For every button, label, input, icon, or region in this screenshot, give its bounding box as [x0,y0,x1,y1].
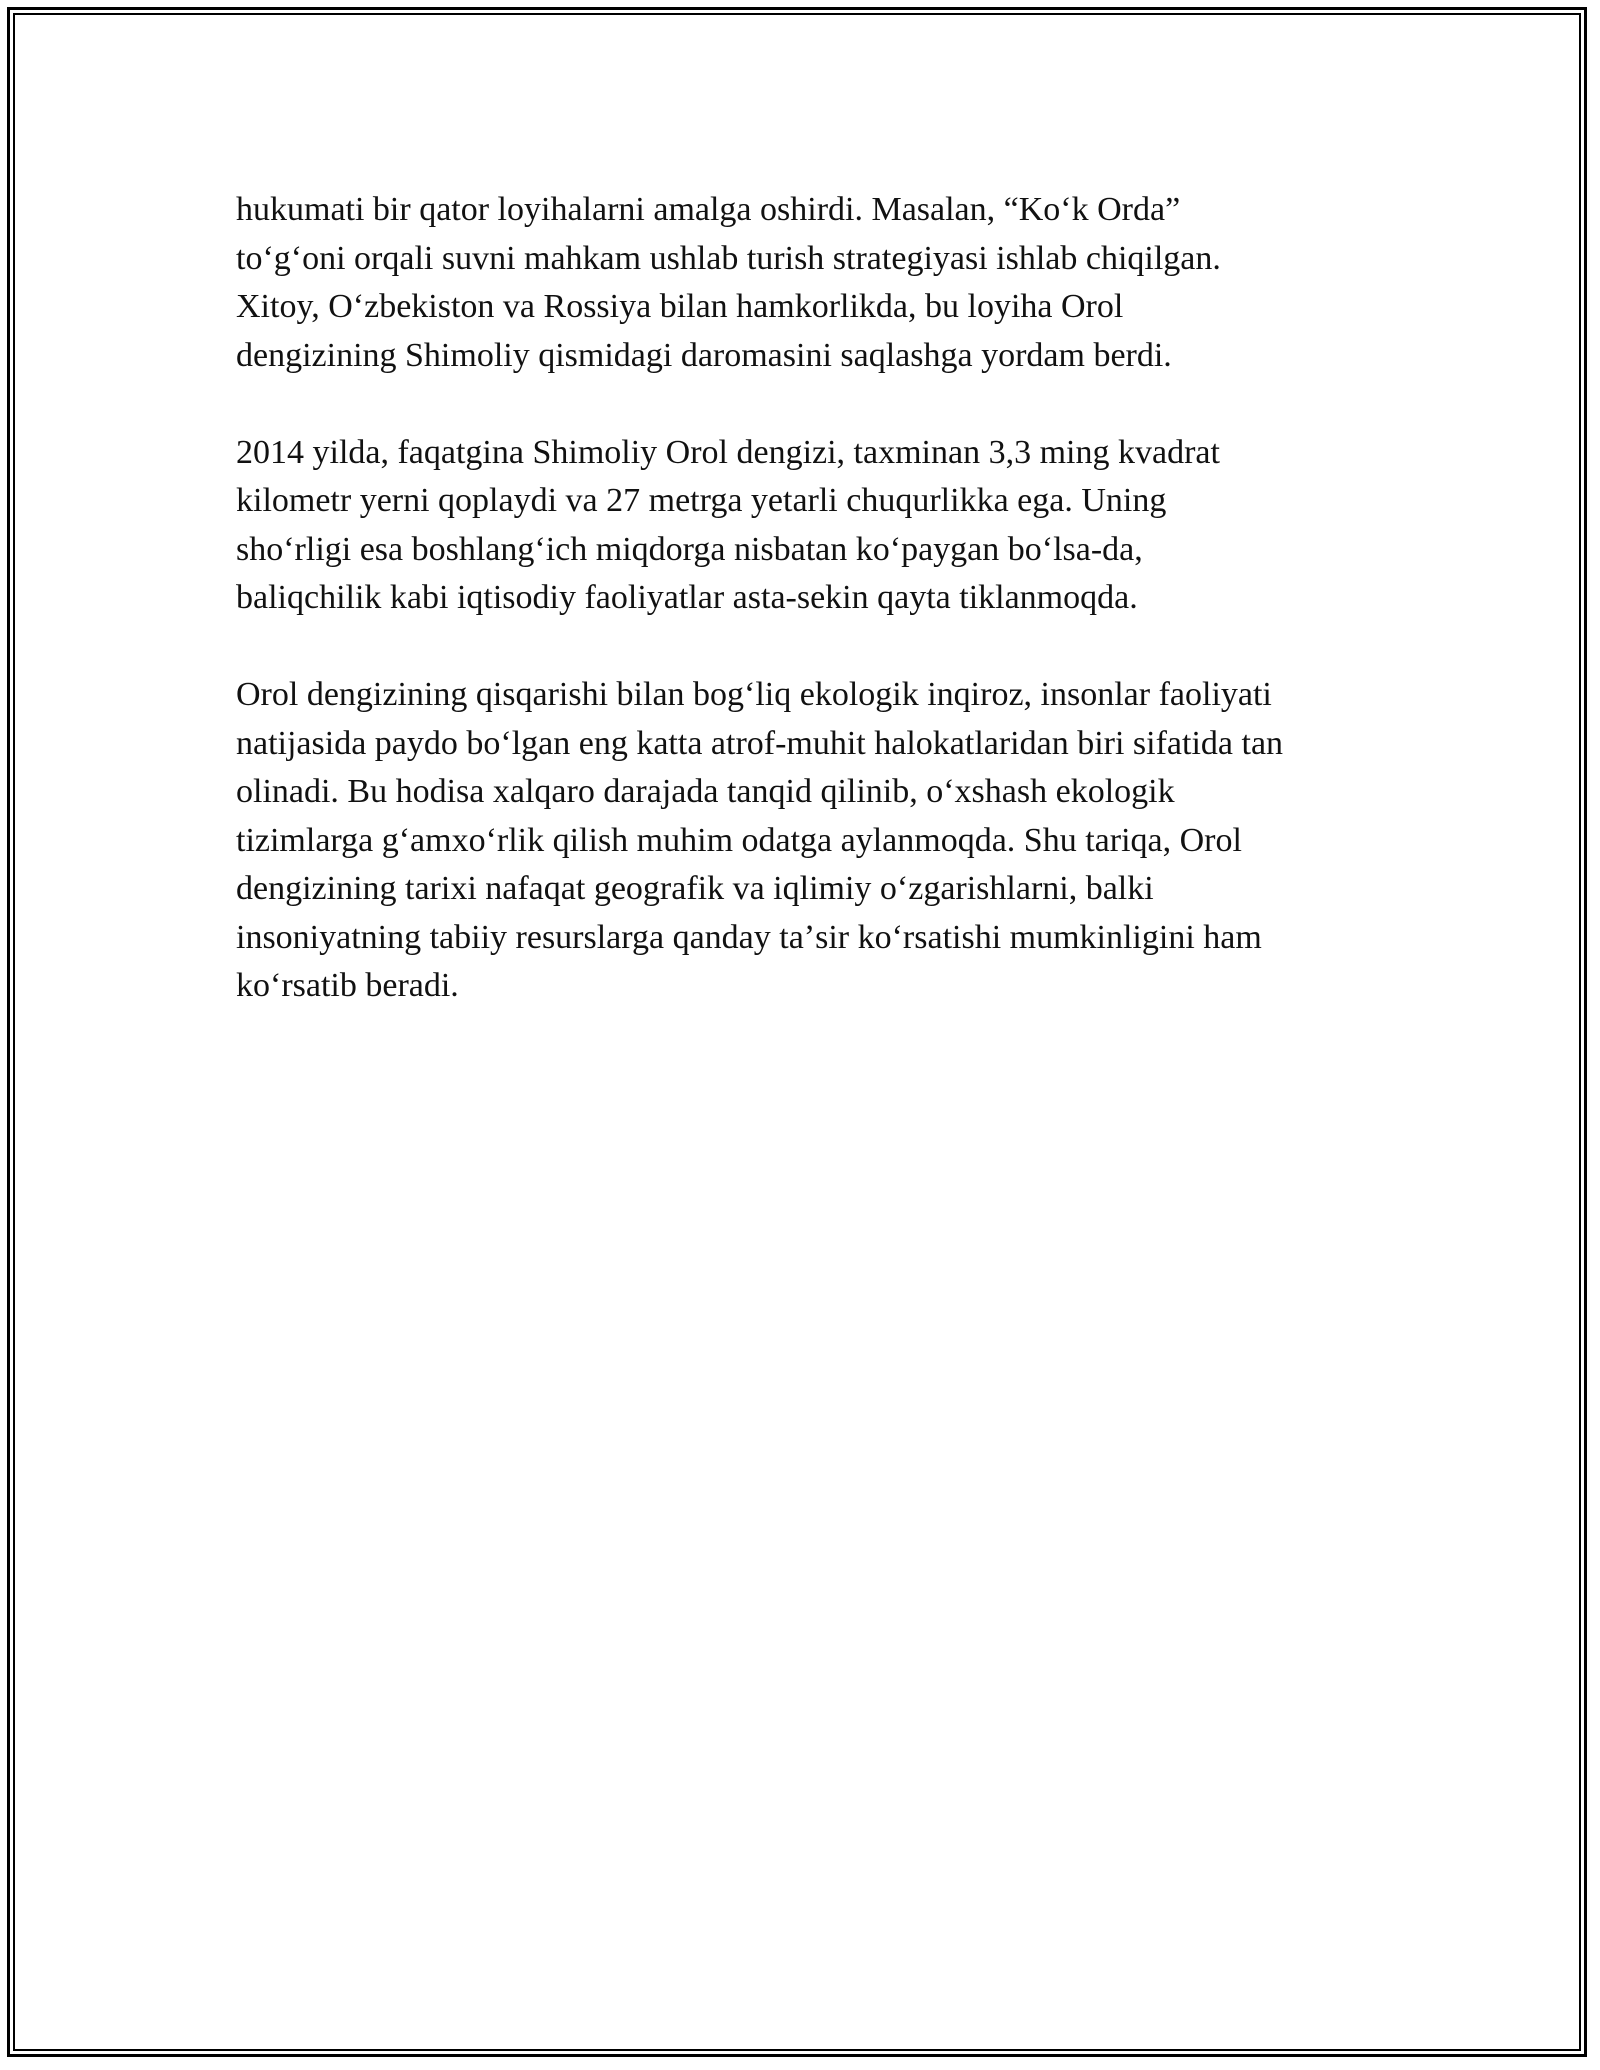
text-line: olinadi. Bu hodisa xalqaro darajada tanqid qilinib, oʻxshash ekologik [236,773,1175,810]
paragraph-2 [236,429,1396,623]
paragraph-3 [236,671,1396,1011]
text-line: kilometr yerni qoplaydi va 27 metrga yetarli chuqurlikka ega. Uning [236,482,1167,519]
text-line: Xitoy, Oʻzbekiston va Rossiya bilan hamkorlikda, bu loyiha Orol [236,288,1124,325]
text-line: baliqchilik kabi iqtisodiy faoliyatlar asta-sekin qayta tiklanmoqda. [236,579,1138,616]
text-line: toʻgʻoni orqali suvni mahkam ushlab turish strategiyasi ishlab chiqilgan. [236,239,1221,277]
text-line: 2014 yilda, faqatgina Shimoliy Orol dengizi, taxminan 3,3 ming kvadrat [236,433,1220,471]
text-line: insoniyatning tabiiy resurslarga qanday taʼsir koʻrsatishi mumkinligini ham [236,918,1262,956]
text-line: Orol dengizining qisqarishi bilan bogʻliq ekologik inqiroz, insonlar faoliyati [236,676,1272,713]
text-line: dengizining tarixi nafaqat geografik va iqlimiy oʻzgarishlarni, balki [236,870,1154,907]
document-body [236,186,1396,1059]
text-line: dengizining Shimoliy qismidagi daromasini saqlashga yordam berdi. [236,336,1172,374]
paragraph-1 [236,186,1396,380]
text-line: hukumati bir qator loyihalarni amalga oshirdi. Masalan, “Koʻk Orda” [236,191,1181,228]
text-line: shoʻrligi esa boshlangʻich miqdorga nisbatan koʻpaygan boʻlsa-da, [236,530,1143,568]
text-line: natijasida paydo boʻlgan eng katta atrof-muhit halokatlaridan biri sifatida tan [236,724,1284,762]
text-line: koʻrsatib beradi. [236,967,459,1004]
text-line: tizimlarga gʻamxoʻrlik qilish muhim odatga aylanmoqda. Shu tariqa, Orol [236,821,1242,859]
